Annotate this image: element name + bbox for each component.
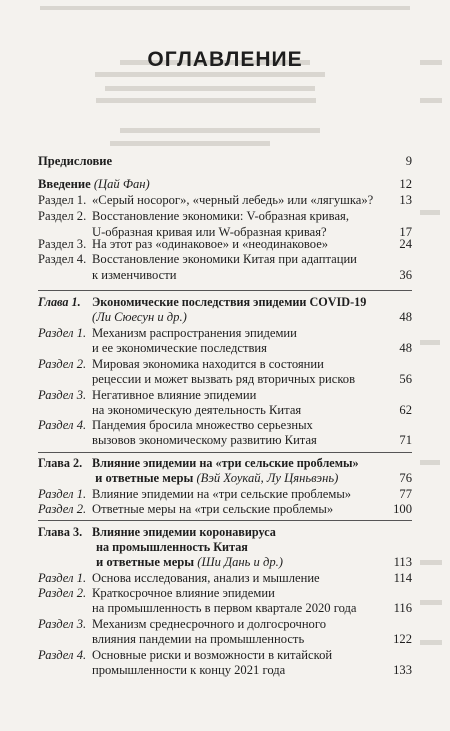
section-label: Раздел 2. — [38, 209, 87, 223]
chapter-title: и ответные меры — [96, 555, 195, 569]
page-number: 56 — [399, 372, 412, 386]
page-number: 17 — [399, 225, 412, 239]
section-title: Пандемия бросила множество серьезных — [92, 418, 313, 432]
chapter-title: Экономические последствия эпидемии COVID-19 — [92, 295, 367, 309]
section-label: Раздел 3. — [38, 237, 87, 251]
section-title: На этот раз «одинаковое» и «неодинаковое» — [92, 237, 329, 251]
chapter-label: Глава 2. — [38, 456, 83, 470]
chapter-title: Влияние эпидемии коронавируса — [92, 525, 276, 539]
section-title: U-образная кривая или W-образная кривая? — [92, 225, 327, 239]
divider — [38, 452, 412, 453]
entry-author: (Цай Фан) — [93, 177, 150, 191]
chapter-author: (Ши Дань и др.) — [197, 555, 283, 569]
chapter-author: (Вэй Хоукай, Лу Цяньвэнь) — [196, 471, 339, 485]
section-label: Раздел 1. — [38, 571, 87, 585]
page-number: 36 — [399, 268, 412, 282]
section-title: Механизм распространения эпидемии — [92, 326, 297, 340]
section-title: на экономическую деятельность Китая — [92, 403, 302, 417]
section-title: Влияние эпидемии на «три сельские проблемы» — [92, 487, 352, 501]
section-title: промышленности к концу 2021 года — [92, 663, 286, 677]
section-label: Раздел 1. — [38, 193, 87, 207]
section-title: Негативное влияние эпидемии — [92, 388, 257, 402]
entry-label: Предисловие — [38, 154, 113, 168]
section-title: Восстановление экономики: V-образная кривая, — [92, 209, 349, 223]
page-number: 48 — [399, 310, 412, 324]
chapter-label: Глава 1. — [38, 295, 81, 309]
section-label: Раздел 4. — [38, 418, 87, 432]
page-number: 71 — [399, 433, 412, 447]
page-number: 12 — [399, 177, 412, 191]
page-number: 76 — [399, 471, 412, 485]
chapter-author: (Ли Сюесун и др.) — [92, 310, 187, 324]
entry-heading — [38, 177, 150, 192]
section-title: рецессии и может вызвать ряд вторичных рисков — [92, 372, 356, 386]
entry-label: Введение — [38, 177, 91, 191]
divider — [38, 520, 412, 521]
section-title: Мировая экономика находится в состоянии — [92, 357, 324, 371]
section-label: Раздел 2. — [38, 502, 87, 516]
chapter-title-cont — [96, 555, 283, 570]
page-number: 13 — [399, 193, 412, 207]
page-number: 122 — [393, 632, 412, 646]
divider — [38, 290, 412, 291]
section-title: Ответные меры на «три сельские проблемы» — [92, 502, 334, 516]
chapter-label: Глава 3. — [38, 525, 83, 539]
section-label: Раздел 4. — [38, 252, 87, 266]
page-number: 116 — [393, 601, 412, 615]
section-label: Раздел 2. — [38, 357, 87, 371]
section-label: Раздел 4. — [38, 648, 87, 662]
section-label: Раздел 1. — [38, 326, 87, 340]
section-title: на промышленность в первом квартале 2020 года — [92, 601, 357, 615]
page-number: 114 — [393, 571, 412, 585]
section-title: Краткосрочное влияние эпидемии — [92, 586, 275, 600]
section-label: Раздел 1. — [38, 487, 87, 501]
section-title: Механизм среднесрочного и долгосрочного — [92, 617, 327, 631]
chapter-title: на промышленность Китая — [96, 540, 248, 554]
page-number: 113 — [393, 555, 412, 569]
section-title: Восстановление экономики Китая при адаптации — [92, 252, 357, 266]
page-number: 9 — [405, 154, 412, 168]
page-number: 24 — [399, 237, 412, 251]
chapter-title: Влияние эпидемии на «три сельские проблемы» — [92, 456, 359, 470]
page-number: 77 — [399, 487, 412, 501]
chapter-title: и ответные меры — [95, 471, 194, 485]
chapter-title-cont — [92, 471, 338, 486]
page-number: 100 — [393, 502, 412, 516]
section-title: Основные риски и возможности в китайской — [92, 648, 333, 662]
section-title: влияния пандемии на промышленность — [92, 632, 305, 646]
section-label: Раздел 3. — [38, 388, 87, 402]
section-title: вызовов экономическому развитию Китая — [92, 433, 317, 447]
page-title: ОГЛАВЛЕНИЕ — [147, 48, 303, 71]
page-number: 133 — [393, 663, 412, 677]
section-title: Основа исследования, анализ и мышление — [92, 571, 320, 585]
section-title: «Серый носорог», «черный лебедь» или «лягушка»? — [92, 193, 374, 207]
section-title: и ее экономические последствия — [92, 341, 267, 355]
page-number: 62 — [399, 403, 412, 417]
section-label: Раздел 3. — [38, 617, 87, 631]
page-number: 48 — [399, 341, 412, 355]
section-title: к изменчивости — [92, 268, 177, 282]
section-label: Раздел 2. — [38, 586, 87, 600]
